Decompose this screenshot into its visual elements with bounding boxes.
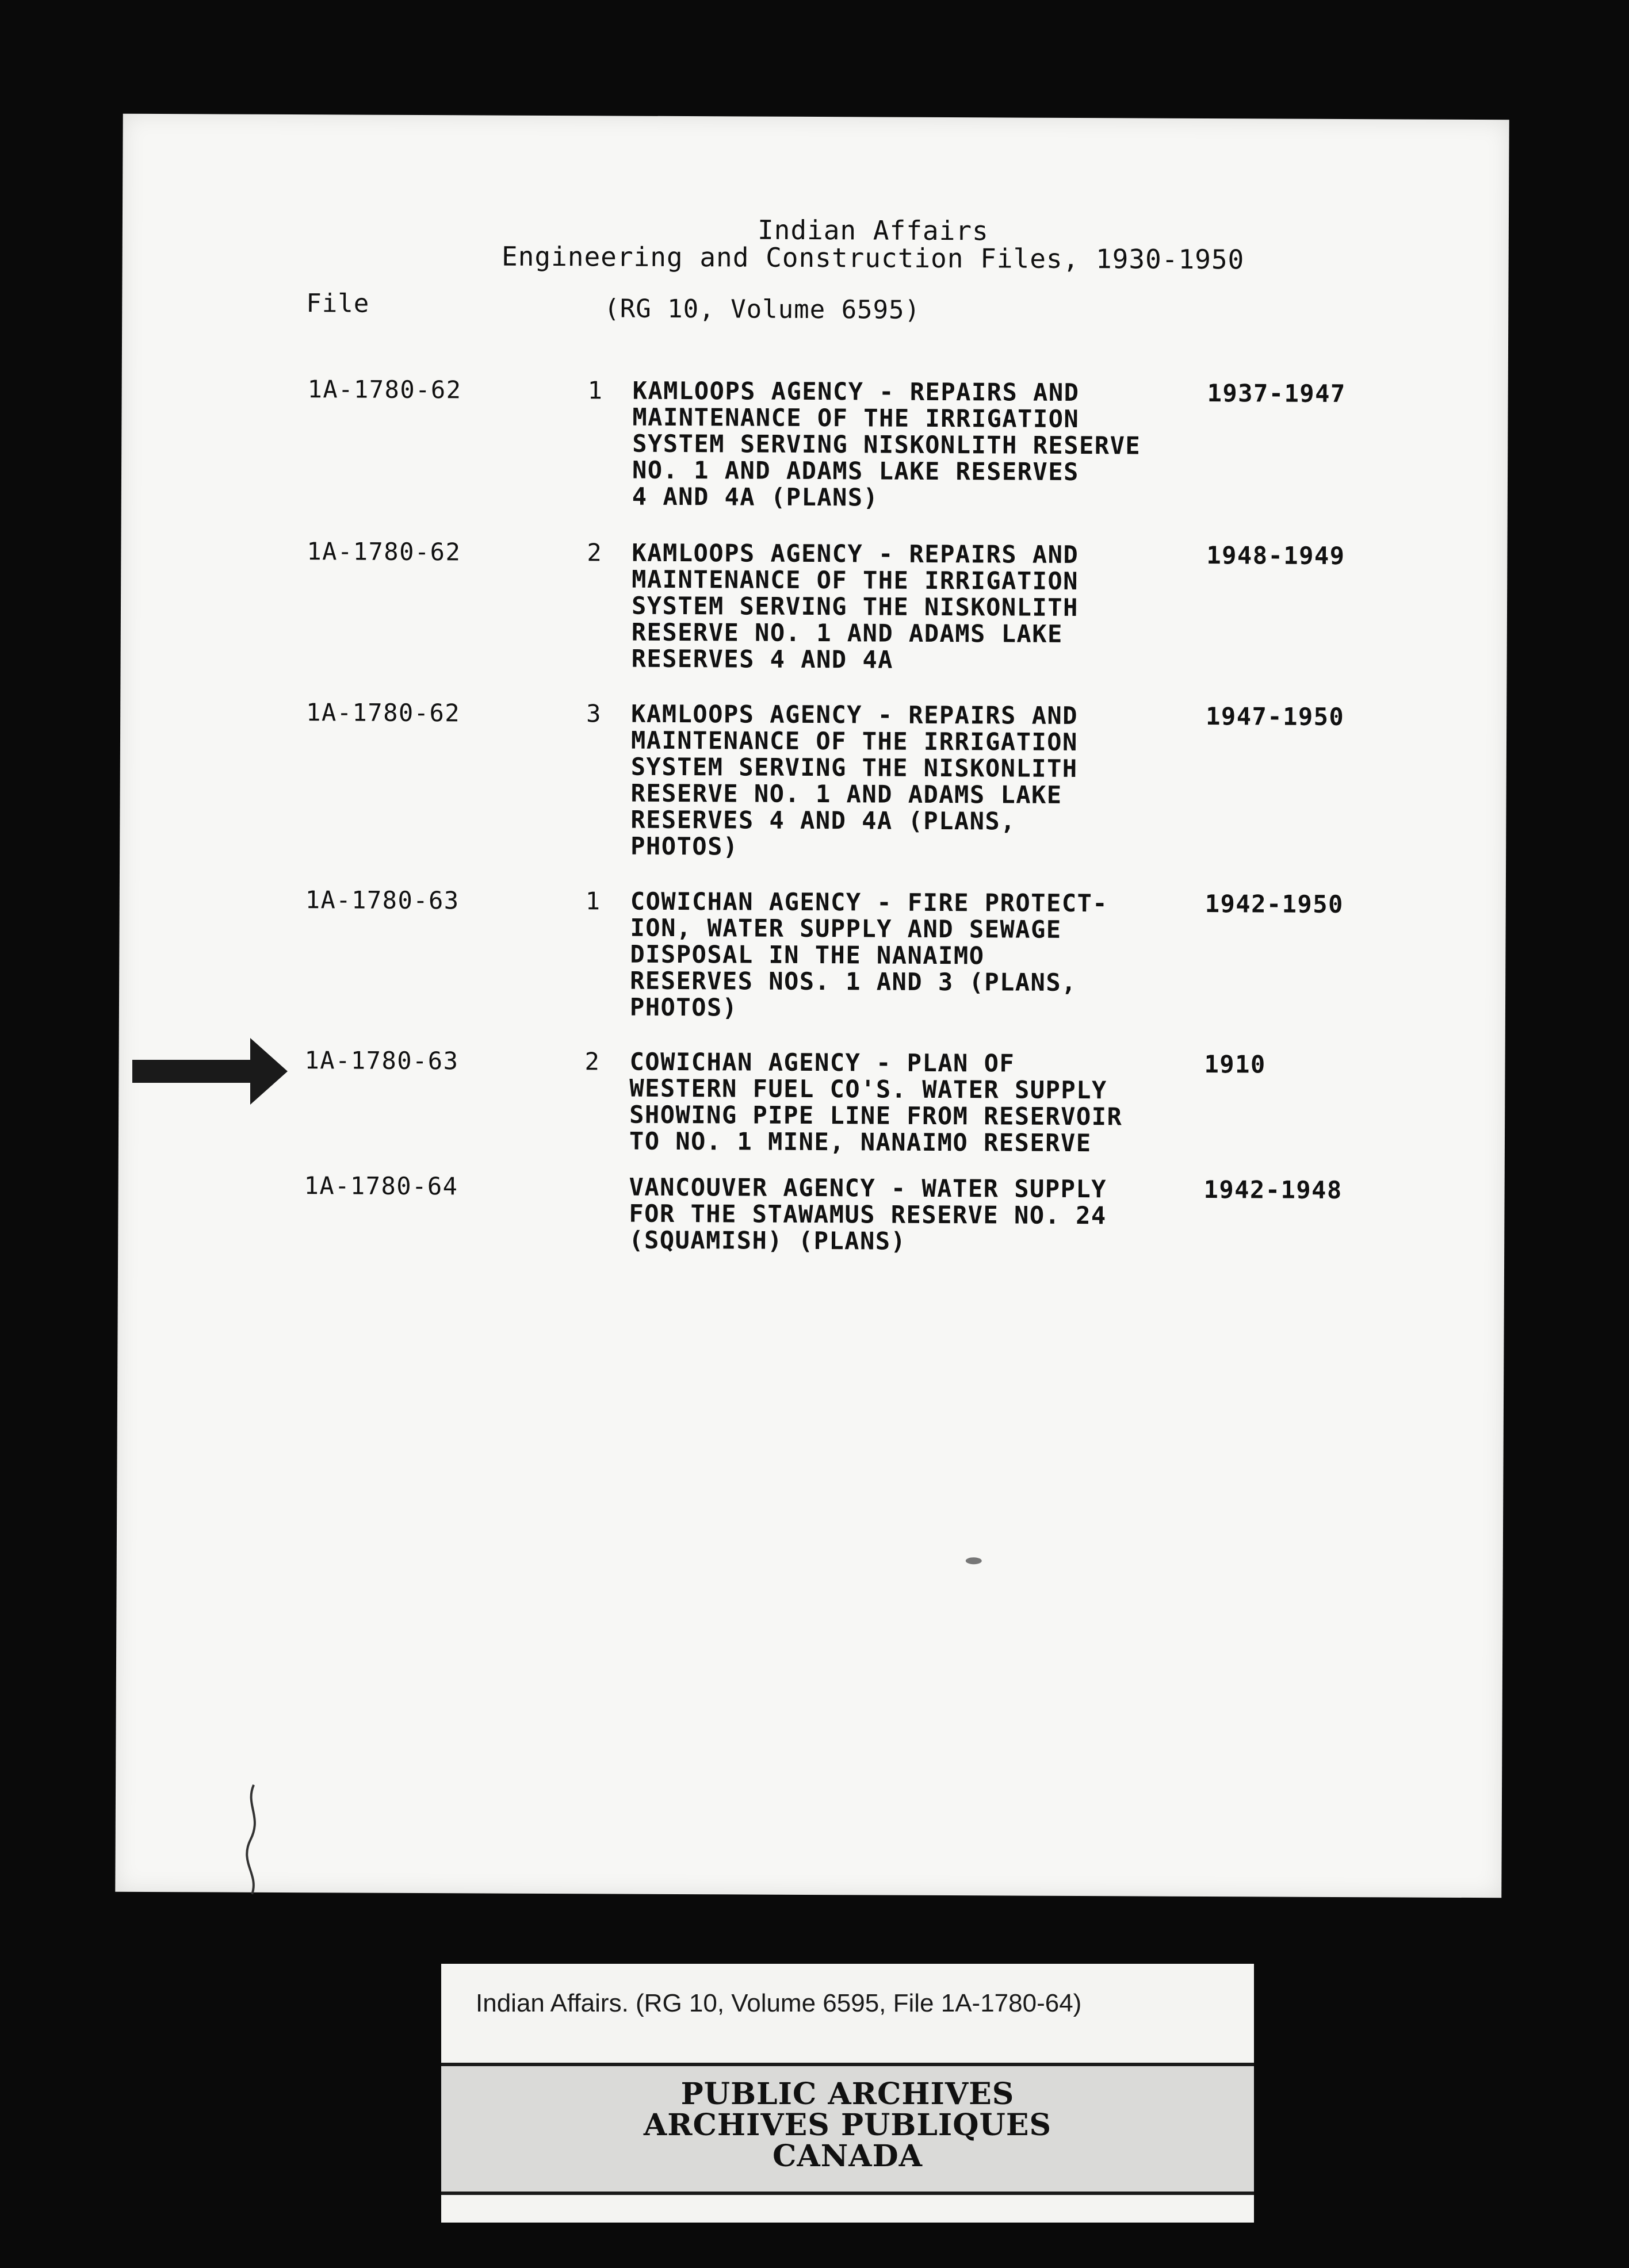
speck-mark [962,1555,985,1566]
file-description: KAMLOOPS AGENCY - REPAIRS AND MAINTENANCE OF THE IRRIGATION SYSTEM SERVING THE NISKONLITH RESERVE NO. 1 AND ADAMS LAKE RESERVES 4 AND 4A [631,538,1079,674]
date-range: 1942-1950 [1204,889,1344,919]
document-subtitle: Engineering and Construction Files, 1930-1950 [501,240,1245,275]
date-range: 1910 [1204,1049,1266,1079]
file-column-label: File [306,289,370,319]
stamp-line-public-archives: PUBLIC ARCHIVES [680,2077,1015,2112]
part-number: 2 [584,1047,601,1076]
file-number: 1A-1780-62 [307,375,462,404]
archives-stamp [441,2063,1254,2195]
list-item [118,1171,1505,1255]
list-item [121,537,1508,674]
file-description: COWICHAN AGENCY - PLAN OF WESTERN FUEL CO'S. WATER SUPPLY SHOWING PIPE LINE FROM RESERVOIR TO NO. 1 MINE, NANAIMO RESERVE [629,1047,1123,1158]
list-item [119,1046,1505,1158]
part-number: 3 [586,699,602,728]
date-range: 1942-1948 [1203,1175,1343,1205]
citation-text: Indian Affairs. (RG 10, Volume 6595, File 1A-1780-64) [476,1989,1082,2017]
file-number: 1A-1780-62 [307,537,461,566]
document-title: Indian Affairs [757,214,989,247]
file-description: KAMLOOPS AGENCY - REPAIRS AND MAINTENANCE OF THE IRRIGATION SYSTEM SERVING THE NISKONLITH RESERVE NO. 1 AND ADAMS LAKE RESERVES 4 AND 4A (PLANS, PHOTOS) [630,699,1079,861]
margin-mark [242,1782,265,1897]
list-item [122,375,1508,512]
part-number: 2 [587,538,603,567]
file-number: 1A-1780-62 [306,698,461,727]
file-number: 1A-1780-63 [304,1046,459,1075]
date-range: 1948-1949 [1206,541,1345,570]
file-number: 1A-1780-64 [304,1171,458,1201]
file-description: COWICHAN AGENCY - FIRE PROTECT- ION, WATER SUPPLY AND SEWAGE DISPOSAL IN THE NANAIMO RESERVES NOS. 1 AND 3 (PLANS, PHOTOS) [629,887,1108,1022]
file-description: KAMLOOPS AGENCY - REPAIRS AND MAINTENANCE OF THE IRRIGATION SYSTEM SERVING NISKONLITH RESERVE NO. 1 AND ADAMS LAKE RESERVES 4 AND 4A (PLANS) [632,376,1141,512]
list-item [120,698,1506,861]
file-number: 1A-1780-63 [305,886,460,915]
arrow-pointer-icon [17,1038,288,1107]
volume-reference: (RG 10, Volume 6595) [604,294,921,325]
archive-label-card [441,1964,1254,2223]
document-page [115,114,1509,1898]
stamp-line-canada: CANADA [772,2139,923,2174]
part-number: 1 [587,376,603,405]
file-description: VANCOUVER AGENCY - WATER SUPPLY FOR THE STAWAMUS RESERVE NO. 24 (SQUAMISH) (PLANS) [629,1173,1107,1255]
date-range: 1937-1947 [1207,378,1346,408]
list-item [120,886,1506,1022]
part-number: 1 [585,887,601,915]
stamp-line-archives-publiques: ARCHIVES PUBLIQUES [643,2108,1052,2143]
date-range: 1947-1950 [1206,702,1345,731]
